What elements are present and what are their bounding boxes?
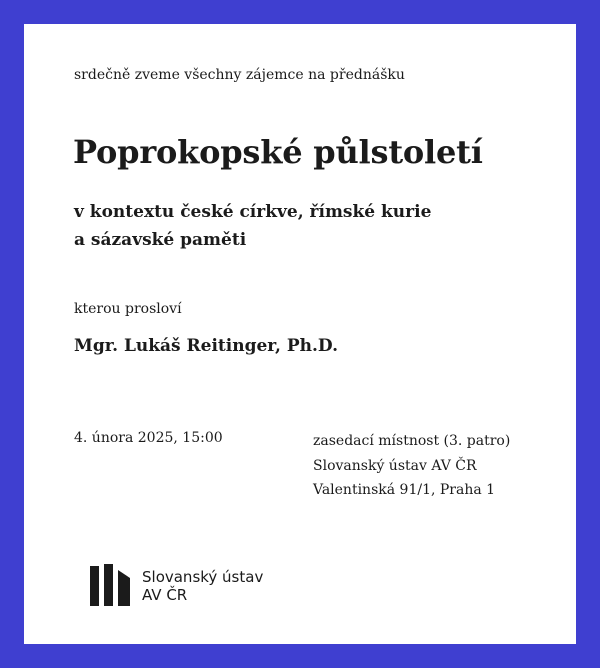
invitation-card (24, 24, 576, 644)
venue-line: Slovanský ústav AV ČR (313, 457, 477, 474)
subtitle-line: a sázavské paměti (74, 230, 247, 250)
slovansky-ustav-logo-icon (90, 564, 132, 608)
lecture-subtitle (74, 198, 431, 254)
venue-line: zasedací místnost (3. patro) (313, 433, 511, 449)
lecture-datetime: 4. února 2025, 15:00 (74, 430, 223, 446)
venue-line: Valentinská 91/1, Praha 1 (313, 482, 496, 498)
subtitle-line: v kontextu české církve, římské kurie (74, 202, 432, 222)
logo-text-line: Slovanský ústav (142, 568, 264, 586)
delivered-by-label: kterou prosloví (74, 301, 182, 317)
logo-text-line: AV ČR (142, 586, 188, 604)
speaker-name: Mgr. Lukáš Reitinger, Ph.D. (74, 336, 338, 356)
lecture-title: Poprokopské půlstoletí (73, 133, 483, 171)
invitation-intro: srdečně zveme všechny zájemce na přednášku (74, 67, 405, 83)
lecture-venue (313, 429, 510, 503)
logo-text (142, 568, 263, 604)
